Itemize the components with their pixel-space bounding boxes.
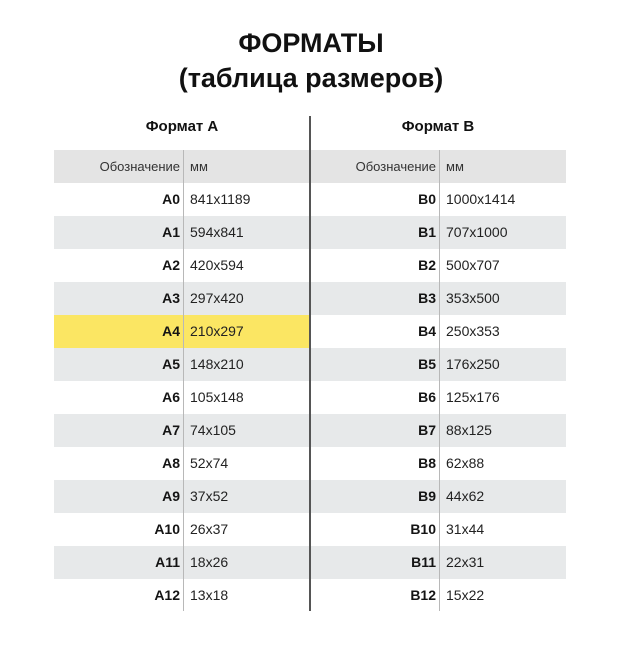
format-size: 74x105	[190, 422, 236, 438]
table-header-row	[54, 150, 310, 183]
format-size: 500x707	[446, 257, 500, 273]
format-size: 176x250	[446, 356, 500, 372]
format-label: B11	[411, 554, 436, 570]
page-title: ФОРМАТЫ	[238, 28, 384, 58]
format-label: A3	[162, 290, 180, 306]
table-row	[54, 546, 310, 579]
table-row	[54, 381, 310, 414]
format-size: 26x37	[190, 521, 229, 537]
table-row	[310, 282, 566, 315]
format-label: A8	[162, 455, 180, 471]
table-row	[310, 414, 566, 447]
table-row	[54, 282, 310, 315]
table-row	[54, 216, 310, 249]
table-row	[310, 381, 566, 414]
format-label: A7	[162, 422, 180, 438]
table-row	[310, 480, 566, 513]
table-row	[54, 414, 310, 447]
format-size: 707x1000	[446, 224, 508, 240]
format-b-table	[310, 150, 566, 612]
table-row	[54, 579, 310, 612]
format-label: B0	[418, 191, 436, 207]
format-label: B2	[418, 257, 436, 273]
table-header-row	[310, 150, 566, 183]
format-size: 31x44	[446, 521, 485, 537]
format-label: B7	[418, 422, 436, 438]
format-label: A6	[162, 389, 180, 405]
format-size: 353x500	[446, 290, 500, 306]
format-size: 88x125	[446, 422, 492, 438]
table-row-highlighted	[54, 315, 310, 348]
format-size: 13x18	[190, 587, 229, 603]
format-a-table	[54, 150, 310, 612]
format-size: 148x210	[190, 356, 244, 372]
table-row	[310, 315, 566, 348]
table-row	[310, 513, 566, 546]
format-label: A4	[162, 323, 180, 339]
table-row	[310, 216, 566, 249]
format-b-heading: Формат В	[401, 118, 475, 135]
format-label: A11	[155, 554, 180, 570]
format-label: B4	[418, 323, 436, 339]
format-label: B10	[410, 521, 436, 537]
unit-header: мм	[446, 159, 464, 174]
table-row	[310, 348, 566, 381]
table-row	[54, 249, 310, 282]
table-row	[310, 546, 566, 579]
designation-header: Обозначение	[99, 159, 180, 174]
column-divider	[183, 150, 184, 611]
format-label: A9	[162, 488, 180, 504]
table-row	[54, 447, 310, 480]
format-label: A0	[162, 191, 180, 207]
format-size: 420x594	[190, 257, 244, 273]
format-label: A2	[162, 257, 180, 273]
table-row	[54, 480, 310, 513]
format-label: B12	[410, 587, 436, 603]
format-size: 841x1189	[190, 191, 251, 207]
format-size: 297x420	[190, 290, 244, 306]
format-label: B3	[418, 290, 436, 306]
format-label: B1	[418, 224, 436, 240]
format-label: A1	[162, 224, 180, 240]
table-row	[310, 249, 566, 282]
unit-header: мм	[190, 159, 208, 174]
center-divider	[309, 116, 311, 611]
format-label: B8	[418, 455, 436, 471]
table-row	[54, 183, 310, 216]
format-a-heading: Формат А	[145, 118, 219, 135]
format-size: 250x353	[446, 323, 500, 339]
format-label: A5	[162, 356, 180, 372]
format-label: B9	[418, 488, 436, 504]
format-size: 44x62	[446, 488, 485, 504]
format-size: 62x88	[446, 455, 485, 471]
table-row	[310, 447, 566, 480]
format-size: 18x26	[190, 554, 229, 570]
format-size: 15x22	[446, 587, 485, 603]
format-size: 22x31	[446, 554, 485, 570]
table-row	[310, 579, 566, 612]
designation-header: Обозначение	[355, 159, 436, 174]
format-label: B5	[418, 356, 436, 372]
format-label: A12	[154, 587, 180, 603]
format-size: 1000x1414	[446, 191, 516, 207]
format-size: 125x176	[446, 389, 500, 405]
format-size: 52x74	[190, 455, 229, 471]
format-size: 37x52	[190, 488, 229, 504]
format-label: B6	[418, 389, 436, 405]
format-size: 105x148	[190, 389, 244, 405]
table-row	[54, 513, 310, 546]
table-row	[54, 348, 310, 381]
format-size: 594x841	[190, 224, 244, 240]
table-row	[310, 183, 566, 216]
format-size: 210x297	[190, 323, 244, 339]
page-subtitle: (таблица размеров)	[178, 63, 444, 93]
column-divider	[439, 150, 440, 611]
format-label: A10	[154, 521, 180, 537]
